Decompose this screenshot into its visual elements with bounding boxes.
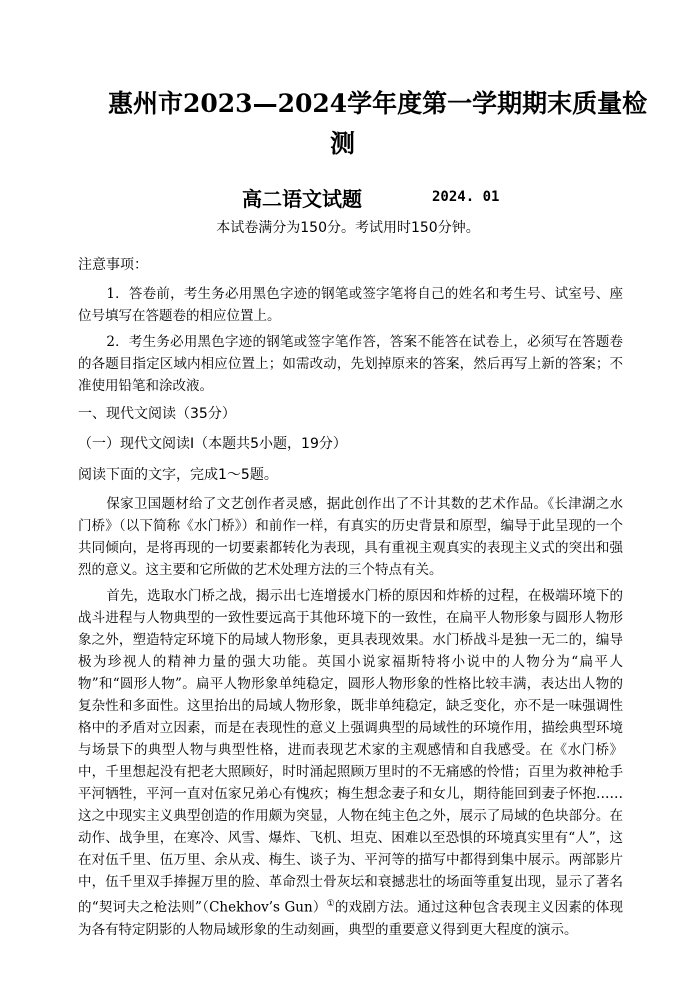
reading-instruction: 阅读下面的文字，完成1～5题。: [78, 467, 278, 483]
footnote-marker: ①: [326, 899, 335, 909]
subsection-heading: （一）现代文阅读Ⅰ（本题共5小题，19分）: [78, 436, 347, 452]
notice-item-2: 2．考生务必用黑色字迹的钢笔或签字笔作答，答案不能答在试卷上，必须写在答题卷的各题目指定区域内相应位置上；如需改动，先划掉原来的答案，然后再写上新的答案；不准使用铅笔和涂改液。: [78, 334, 623, 394]
exam-date: 2024. 01: [432, 189, 500, 205]
passage-paragraph-2: [78, 585, 623, 941]
section-heading: 一、现代文阅读（35分）: [78, 406, 236, 422]
subject-title: 高二语文试题: [242, 187, 362, 211]
notice-heading: 注意事项：: [78, 257, 148, 273]
passage-paragraph-2-main: 首先，选取水门桥之战，揭示出七连增援水门桥的原因和炸桥的过程，在极端环境下的战斗进程与人物典型的一致性要远高于其他环境下的一致性，在扁平人物形象与圆形人物形象之外，塑造特定环境下的局域人物形象，更具表现效果。水门桥战斗是独一无二的，编导极为珍视人的精神力量的强大功能。英国小说家福斯特将小说中的人物分为“扁平人物”和“圆形人物”。扁平人物形象单纯稳定，圆形人物形象的性格比较丰满，表达出人物的复杂性和多面性。这里抬出的局域人物形象，既非单纯稳定，缺乏变化，亦不是一味强调性格中的矛盾对立因素，而是在表现性的意义上强调典型的局域性的环境作用，描绘典型环境与场景下的典型人物与典型性格，进而表现艺术家的主观感情和自我感受。在《水门桥》中，千里想起没有把老大照顾好，时时涌起照顾万里时的不无痛感的怜惜；百里为救神枪手平河牺牲，平河一直对伍家兄弟心有愧疚；梅生想念妻子和女儿，期待能回到妻子怀抱……这之中现实主义典型创造的作用颇为突显，人物在纯主色之外，展示了局域的色块部分。在动作、战争里，在寒冷、风雪、爆炸、飞机、坦克、困难以至恐惧的环境真实里有“人”，这在对伍千里、伍万里、余从戎、梅生、谈子为、平河等的描写中都得到集中展示。两部影片中，伍千里双手捧握万里的脸、革命烈士骨灰坛和衰撼悲壮的场面等重复出现，显示了著名的“契诃夫之枪法则”（Chekhov’s Gun）: [78, 588, 623, 916]
notice-item-1: 1．答卷前，考生务必用黑色字迹的钢笔或签字笔将自己的姓名和考生号、试室号、座位号填写在答题卷的相应位置上。: [78, 286, 623, 324]
exam-title-line2: 测: [330, 129, 356, 158]
passage-paragraph-2-tail: 的戏剧方法。通过这种包含表现主义因素的体现为各有特定阴影的人物局域形象的生动刻画，典型的重要意义得到更大程度的演示。: [78, 899, 623, 938]
exam-title-line1: 惠州市2023—2024学年度第一学期期末质量检: [108, 89, 648, 118]
exam-info: 本试卷满分为150分。考试用时150分钟。: [216, 220, 480, 236]
passage-paragraph-1: 保家卫国题材给了文艺创作者灵感，据此创作出了不计其数的艺术作品。《长津湖之水门桥》（以下简称《水门桥》）和前作一样，有真实的历史背景和原型，编导于此呈现的一个共同倾向，是将再现的一切要素都转化为表现，具有重视主观真实的表现主义式的突出和强烈的意义。这主要和它所做的艺术处理方法的三个特点有关。: [78, 496, 623, 578]
